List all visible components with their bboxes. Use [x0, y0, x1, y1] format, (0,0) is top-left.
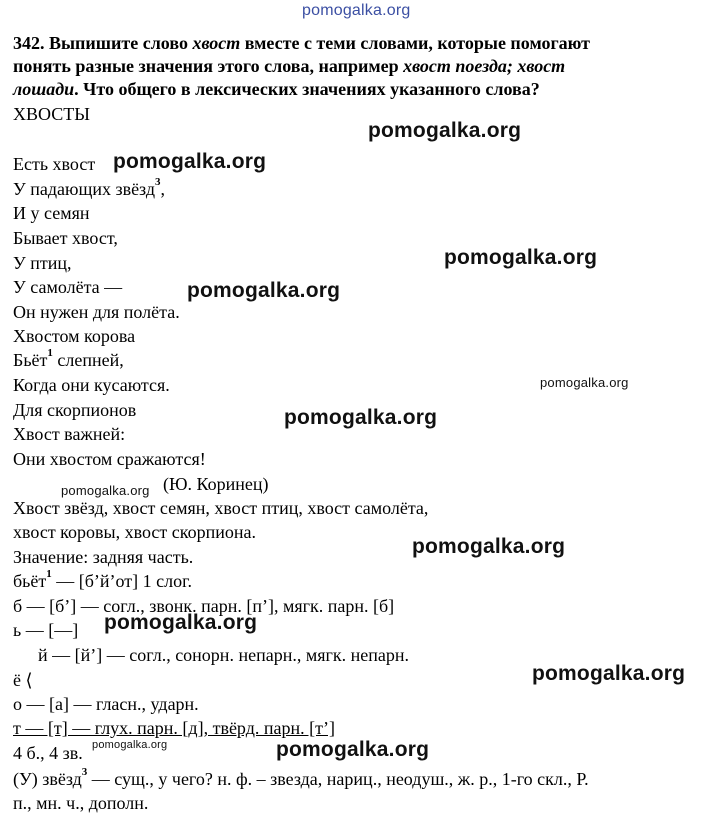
- watermark: pomogalka.org: [92, 739, 168, 751]
- poem-line: Они хвостом сражаются!: [13, 449, 206, 469]
- phonetic-row: б — [б’] — согл., звонк. парн. [п’], мягк. парн. [б]: [13, 596, 395, 616]
- poem-line: Бьёт$^1$ слепней,: [13, 347, 124, 370]
- poem-line: Для скорпионов: [13, 400, 137, 420]
- watermark: pomogalka.org: [532, 662, 686, 685]
- poem-line: У падающих звёзд$^3$,: [13, 176, 165, 199]
- watermark: pomogalka.org: [104, 611, 258, 634]
- phonetic-row: т — [т] — глух. парн. [д], твёрд. парн. [т’]: [13, 718, 335, 738]
- poem-line: Есть хвост: [13, 154, 96, 174]
- phonetic-row: о — [а] — гласн., ударн.: [13, 694, 199, 714]
- watermark: pomogalka.org: [276, 738, 430, 761]
- phonetic-row: ь — [—]: [13, 620, 79, 640]
- watermark: pomogalka.org: [284, 406, 438, 429]
- poem-line: У самолёта —: [13, 277, 123, 297]
- phonetic-head: бьёт$^1$ — [б’й’от] 1 слог.: [13, 568, 192, 591]
- poem-line: Когда они кусаются.: [13, 375, 170, 395]
- task-line-1: 342. Выпишите слово хвост вместе с теми словами, которые помогают: [13, 33, 591, 53]
- answer-meaning: Значение: задняя часть.: [13, 547, 194, 567]
- morph-line-2: п., мн. ч., дополн.: [13, 793, 149, 813]
- poem-line: Бывает хвост,: [13, 228, 118, 248]
- poem-line: У птиц,: [13, 253, 72, 273]
- watermark: pomogalka.org: [444, 246, 598, 269]
- watermark: pomogalka.org: [412, 535, 566, 558]
- watermark-top: pomogalka.org: [302, 2, 411, 19]
- morph-line-1: (У) звёзд$^3$ — сущ., у чего? н. ф. – звезда, нариц., неодуш., ж. р., 1-го скл., Р.: [13, 766, 589, 789]
- poem-title: ХВОСТЫ: [13, 104, 90, 124]
- task-line-2: понять разные значения этого слова, например хвост поезда; хвост: [13, 56, 566, 76]
- watermark: pomogalka.org: [113, 150, 267, 173]
- poem-line: Хвост важней:: [13, 424, 126, 444]
- poem-line: Хвостом корова: [13, 326, 136, 346]
- watermark: pomogalka.org: [368, 119, 522, 142]
- answer-phrases-1: Хвост звёзд, хвост семян, хвост птиц, хвост самолёта,: [13, 498, 429, 518]
- poem-line: Он нужен для полёта.: [13, 302, 180, 322]
- phonetic-row: ё ⟨: [13, 670, 33, 690]
- task-line-3: лошади. Что общего в лексических значениях указанного слова?: [13, 79, 540, 99]
- phonetic-row: й — [й’] — согл., сонорн. непарн., мягк. непарн.: [38, 645, 409, 665]
- poem-line: И у семян: [13, 203, 90, 223]
- watermark: pomogalka.org: [187, 279, 341, 302]
- watermark: pomogalka.org: [540, 375, 629, 390]
- answer-phrases-2: хвост коровы, хвост скорпиона.: [13, 522, 256, 542]
- poem-author: (Ю. Коринец): [163, 474, 269, 494]
- watermark: pomogalka.org: [61, 483, 150, 498]
- phonetic-count: 4 б., 4 зв.: [13, 743, 83, 763]
